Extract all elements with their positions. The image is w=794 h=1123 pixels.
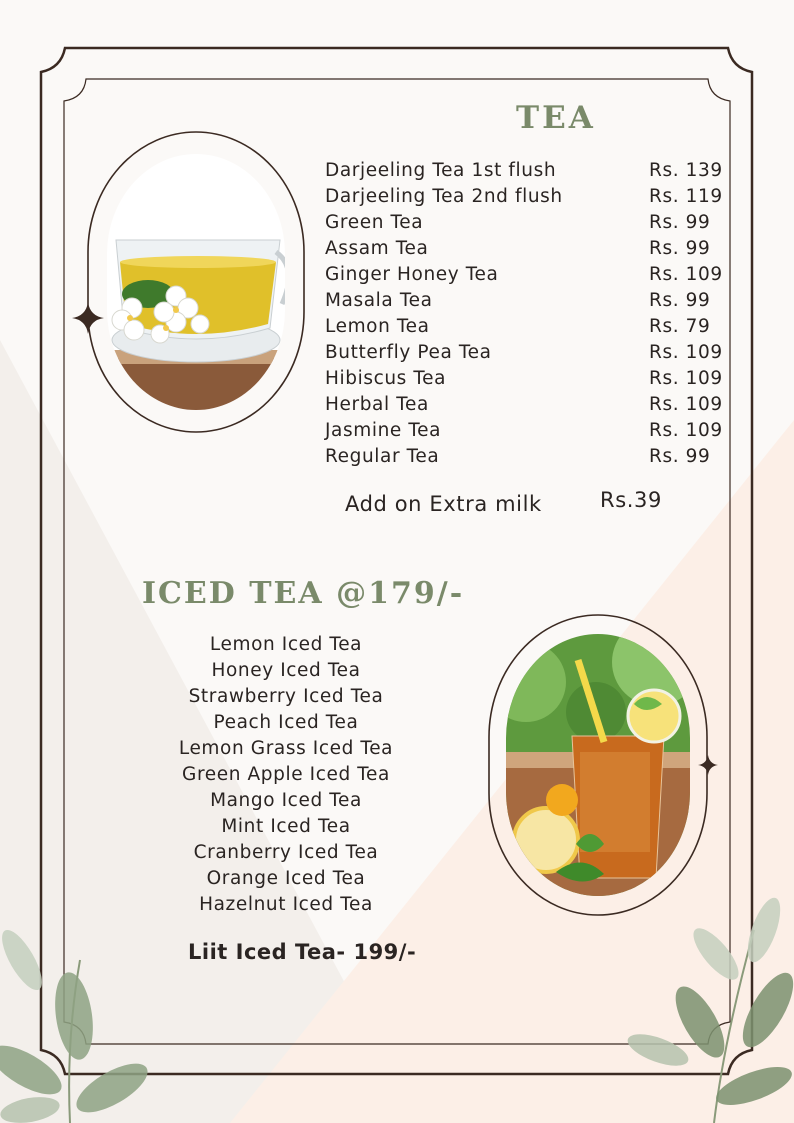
item-price: Rs. 119 bbox=[649, 186, 723, 207]
tea-menu-list bbox=[325, 158, 725, 470]
item-name: Jasmine Tea bbox=[325, 420, 442, 441]
sparkle-icon bbox=[72, 302, 104, 334]
list-item: Mango Iced Tea bbox=[210, 790, 362, 811]
list-item bbox=[325, 210, 725, 236]
list-item bbox=[325, 418, 725, 444]
list-item: Mint Iced Tea bbox=[221, 816, 351, 837]
item-price: Rs. 99 bbox=[649, 446, 711, 467]
leaves-decoration bbox=[0, 920, 160, 1123]
item-name: Butterfly Pea Tea bbox=[325, 342, 492, 363]
item-name: Green Tea bbox=[325, 212, 424, 233]
list-item bbox=[325, 340, 725, 366]
list-item: Lemon Iced Tea bbox=[209, 634, 363, 655]
item-price: Rs. 109 bbox=[649, 368, 723, 389]
hot-tea-photo bbox=[84, 128, 308, 436]
list-item bbox=[325, 392, 725, 418]
list-item: Strawberry Iced Tea bbox=[188, 686, 384, 707]
list-item: Lemon Grass Iced Tea bbox=[178, 738, 394, 759]
item-name: Darjeeling Tea 1st flush bbox=[325, 160, 557, 181]
list-item bbox=[325, 314, 725, 340]
item-name: Ginger Honey Tea bbox=[325, 264, 499, 285]
item-name: Hibiscus Tea bbox=[325, 368, 447, 389]
iced-tea-section-heading: ICED TEA @179/- bbox=[142, 576, 465, 611]
item-price: Rs. 99 bbox=[649, 290, 711, 311]
list-item: Orange Iced Tea bbox=[206, 868, 366, 889]
list-item: Honey Iced Tea bbox=[211, 660, 361, 681]
sparkle-icon bbox=[698, 755, 718, 775]
list-item bbox=[325, 236, 725, 262]
item-price: Rs. 99 bbox=[649, 238, 711, 259]
tea-section-heading: TEA bbox=[516, 100, 596, 136]
item-name: Masala Tea bbox=[325, 290, 433, 311]
item-price: Rs. 99 bbox=[649, 212, 711, 233]
list-item bbox=[325, 288, 725, 314]
item-name: Herbal Tea bbox=[325, 394, 429, 415]
extra-milk-addon bbox=[345, 488, 662, 516]
iced-tea-menu-list bbox=[126, 632, 446, 918]
list-item bbox=[325, 262, 725, 288]
leaves-decoration bbox=[604, 890, 794, 1123]
item-name: Regular Tea bbox=[325, 446, 440, 467]
item-price: Rs. 109 bbox=[649, 264, 723, 285]
list-item bbox=[325, 444, 725, 470]
list-item bbox=[325, 184, 725, 210]
item-price: Rs. 109 bbox=[649, 420, 723, 441]
addon-price: Rs.39 bbox=[600, 488, 662, 512]
item-price: Rs. 79 bbox=[649, 316, 711, 337]
list-item bbox=[325, 366, 725, 392]
item-name: Assam Tea bbox=[325, 238, 429, 259]
item-price: Rs. 139 bbox=[649, 160, 723, 181]
liit-iced-tea-special: Liit Iced Tea- 199/- bbox=[188, 940, 417, 964]
list-item: Cranberry Iced Tea bbox=[193, 842, 379, 863]
item-name: Lemon Tea bbox=[325, 316, 430, 337]
addon-label: Add on Extra milk bbox=[345, 492, 542, 516]
item-name: Darjeeling Tea 2nd flush bbox=[325, 186, 563, 207]
item-price: Rs. 109 bbox=[649, 394, 723, 415]
iced-tea-photo bbox=[486, 612, 710, 918]
list-item: Green Apple Iced Tea bbox=[182, 764, 390, 785]
list-item bbox=[325, 158, 725, 184]
list-item: Hazelnut Iced Tea bbox=[199, 894, 373, 915]
item-price: Rs. 109 bbox=[649, 342, 723, 363]
list-item: Peach Iced Tea bbox=[213, 712, 359, 733]
